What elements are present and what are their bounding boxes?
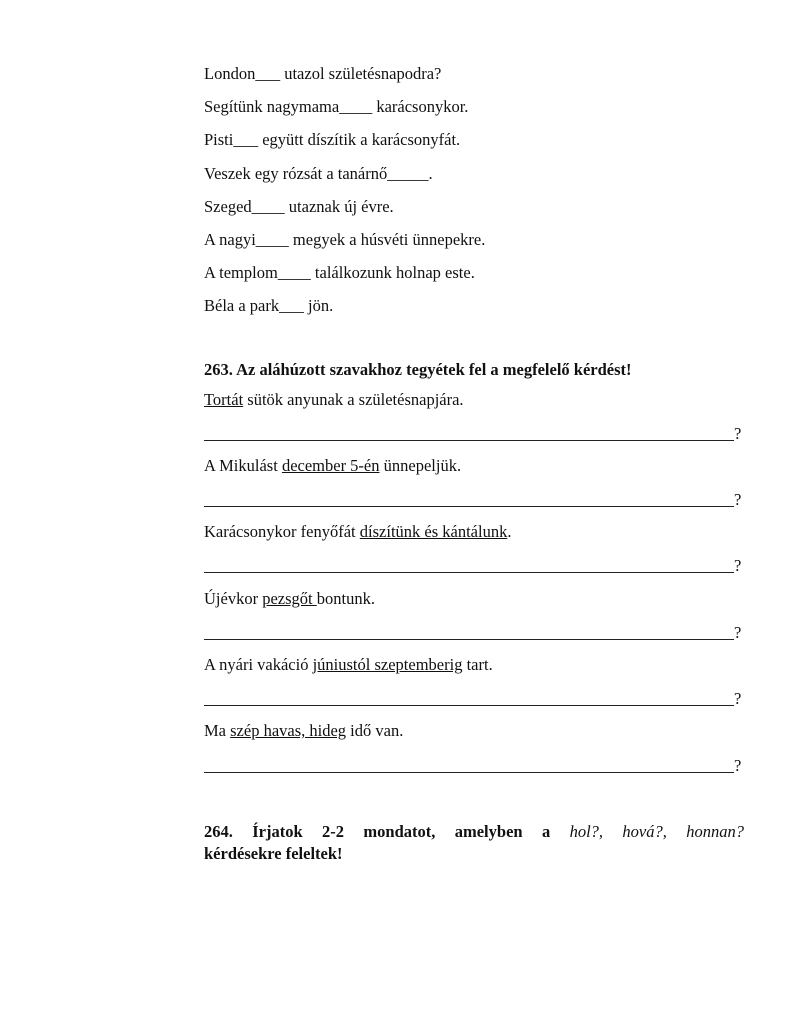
underlined-phrase: pezsgőt <box>262 588 317 608</box>
answer-rule <box>204 506 734 507</box>
answer-line[interactable] <box>204 488 744 521</box>
answer-line[interactable] <box>204 422 744 455</box>
sentence: A Mikulást december 5-én ünnepeljük. <box>204 455 462 475</box>
blank: _____ <box>387 163 429 183</box>
answer-rule <box>204 772 734 773</box>
exercise-264-heading: 264. Írjatok 2-2 mondatot, amelyben a hol?, hová?, honnan? <box>204 821 744 841</box>
question-mark: ? <box>734 556 742 576</box>
exercise-263-list <box>204 389 744 787</box>
exercise-264-heading-cont: kérdésekre feleltek! <box>204 843 343 863</box>
answer-line[interactable] <box>204 754 744 787</box>
blank: ___ <box>279 296 304 316</box>
question-mark: ? <box>734 755 742 775</box>
list-item: London___ utazol születésnapodra? <box>204 64 442 83</box>
sentence: A nyári vakáció júniustól szeptemberig tart. <box>204 655 493 674</box>
section-spacer <box>204 787 744 821</box>
exercise-263-heading: 263. Az aláhúzott szavakhoz tegyétek fel a megfelelő kérdést! <box>204 359 632 379</box>
list-item: A nagyi____ megyek a húsvéti ünnepekre. <box>204 229 486 249</box>
underlined-phrase: december 5-én <box>281 455 380 475</box>
answer-rule <box>204 705 734 706</box>
blank: ____ <box>277 263 311 283</box>
sentence: Tortát sütök anyunak a születésnapjára. <box>204 389 464 409</box>
answer-line[interactable] <box>204 687 744 720</box>
list-item: Segítünk nagymama____ karácsonykor. <box>204 97 469 117</box>
blank: ___ <box>255 64 281 83</box>
underlined-phrase: szép havas, hideg <box>230 721 347 741</box>
underlined-phrase: díszítünk és kántálunk <box>359 522 508 542</box>
section-spacer <box>204 329 744 359</box>
sentence: Karácsonykor fenyőfát díszítünk és kántálunk. <box>204 522 512 542</box>
blank: ____ <box>251 196 285 216</box>
worksheet-page <box>204 63 744 865</box>
list-item: Pisti___ együtt díszítik a karácsonyfát. <box>204 130 461 150</box>
answer-rule <box>204 639 734 640</box>
question-mark: ? <box>734 689 742 709</box>
exercise-262-list <box>204 63 744 329</box>
answer-line[interactable] <box>204 554 744 587</box>
list-item: Béla a park___ jön. <box>204 296 334 316</box>
blank: ____ <box>339 97 373 117</box>
blank: ___ <box>233 130 259 150</box>
question-words: hol?, hová?, honnan? <box>569 821 744 841</box>
underlined-phrase: júniustól szeptemberig <box>312 655 463 674</box>
list-item: A templom____ találkozunk holnap este. <box>204 263 475 283</box>
answer-rule <box>204 572 734 573</box>
answer-rule <box>204 440 734 441</box>
blank: ____ <box>255 229 289 249</box>
sentence: Újévkor pezsgőt bontunk. <box>204 588 375 608</box>
list-item: Veszek egy rózsát a tanárnő_____. <box>204 163 433 183</box>
question-mark: ? <box>734 622 742 642</box>
list-item: Szeged____ utaznak új évre. <box>204 196 394 216</box>
sentence: Ma szép havas, hideg idő van. <box>204 721 404 741</box>
question-mark: ? <box>734 423 742 443</box>
underlined-phrase: Tortát <box>204 389 244 409</box>
answer-line[interactable] <box>204 621 744 654</box>
question-mark: ? <box>734 490 742 510</box>
